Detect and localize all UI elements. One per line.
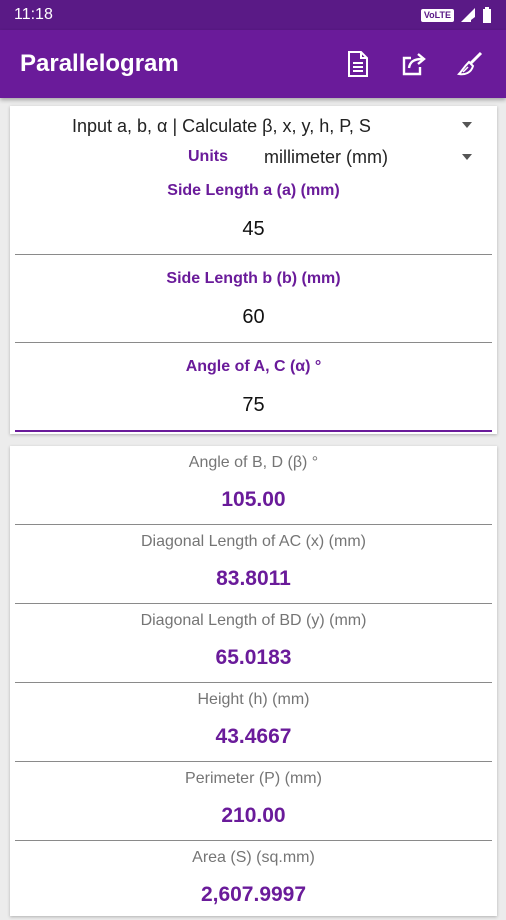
units-selected: millimeter (mm): [264, 147, 388, 167]
input-field-angle-alpha[interactable]: [10, 358, 497, 446]
result-label: Perimeter (P) (mm): [185, 770, 322, 787]
battery-icon: [482, 7, 492, 23]
result-perimeter: [10, 762, 497, 841]
input-card: [10, 106, 497, 434]
result-label: Diagonal Length of AC (x) (mm): [141, 533, 366, 550]
result-value: 65.0183: [215, 646, 292, 669]
result-value: 43.4667: [215, 725, 292, 748]
result-height: [10, 683, 497, 762]
units-row: [10, 140, 497, 174]
share-icon: [401, 52, 427, 76]
mode-dropdown[interactable]: [10, 106, 497, 140]
field-label: Angle of A, C (α) °: [185, 358, 322, 375]
result-diagonal-bd: [10, 604, 497, 683]
result-value: 83.8011: [216, 567, 291, 590]
results-card: [10, 446, 497, 916]
status-icons: [421, 7, 492, 23]
app-bar: [0, 30, 506, 98]
mode-selected: Input a, b, α | Calculate β, x, y, h, P, S: [72, 116, 371, 136]
field-underline: [15, 342, 492, 343]
result-label: Angle of B, D (β) °: [188, 454, 319, 471]
document-button[interactable]: [342, 48, 374, 80]
units-label: Units: [188, 148, 228, 165]
share-button[interactable]: [398, 48, 430, 80]
result-value: 105.00: [221, 488, 286, 511]
result-label: Area (S) (sq.mm): [192, 849, 315, 866]
page-title: Parallelogram: [20, 50, 179, 77]
field-underline: [15, 254, 492, 255]
side-b-input[interactable]: 60: [242, 306, 265, 328]
input-field-side-b[interactable]: [10, 270, 497, 358]
status-bar: [0, 0, 506, 30]
input-field-side-a[interactable]: [10, 182, 497, 270]
status-time: 11:18: [14, 6, 53, 23]
field-underline-active: [15, 430, 492, 432]
clear-button[interactable]: [454, 48, 486, 80]
volte-badge: VoLTE: [421, 9, 454, 22]
field-label: Side Length a (a) (mm): [167, 182, 340, 199]
document-icon: [347, 51, 369, 77]
result-area: [10, 841, 497, 920]
result-value: 210.00: [221, 804, 286, 827]
signal-icon: [460, 7, 476, 23]
result-value: 2,607.9997: [200, 883, 307, 906]
dropdown-caret-icon: [462, 154, 472, 160]
angle-alpha-input[interactable]: 75: [242, 394, 265, 416]
result-angle-beta: [10, 446, 497, 525]
side-a-input[interactable]: 45: [242, 218, 265, 240]
clear-brush-icon: [457, 51, 483, 77]
dropdown-caret-icon: [462, 122, 472, 128]
result-label: Diagonal Length of BD (y) (mm): [140, 612, 367, 629]
result-label: Height (h) (mm): [197, 691, 310, 708]
field-label: Side Length b (b) (mm): [166, 270, 341, 287]
app-bar-actions: [342, 48, 486, 80]
result-diagonal-ac: [10, 525, 497, 604]
